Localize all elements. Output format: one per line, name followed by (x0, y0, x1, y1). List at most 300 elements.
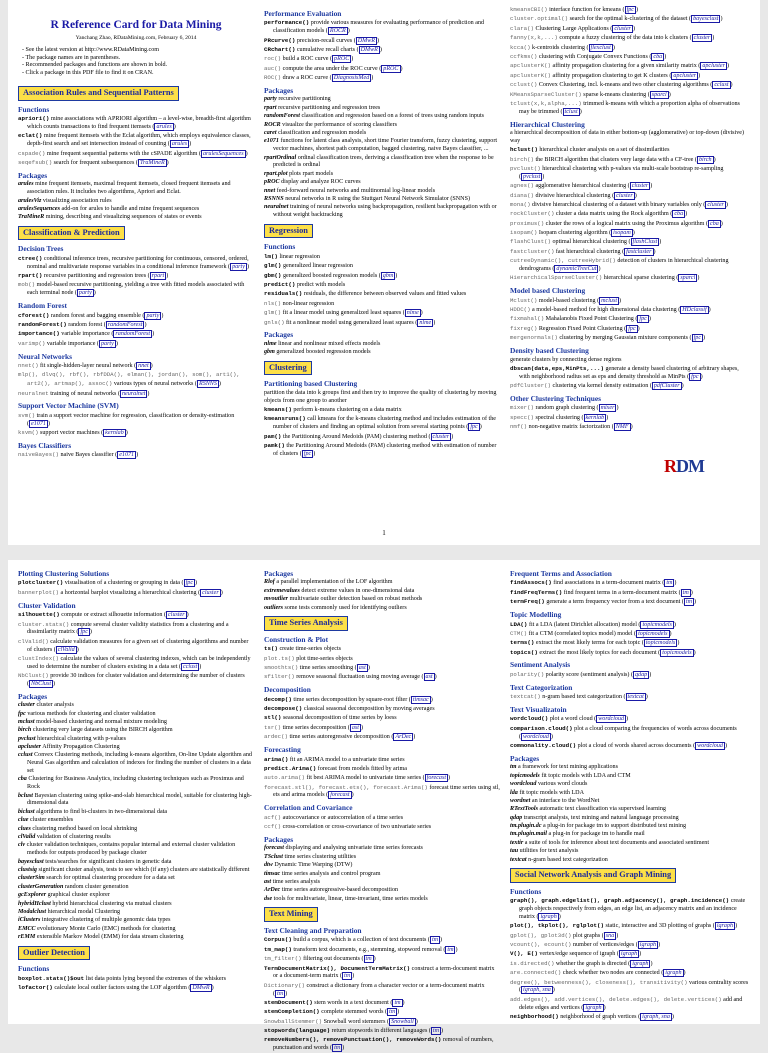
function-entry: findAssocs() find associations in a term-document matrix ( tm ) (510, 579, 677, 587)
package-name[interactable]: rEMM (18, 934, 36, 941)
function-name[interactable]: kmeansCBI() (510, 6, 548, 13)
package-link[interactable]: tm (344, 973, 351, 980)
function-name[interactable]: nmf() (510, 423, 528, 431)
package-link[interactable]: fpc (628, 325, 636, 332)
package-name[interactable]: apcluster (18, 744, 42, 751)
package-name[interactable]: topicmodels (510, 772, 540, 779)
function-name[interactable]: sfilter() (264, 673, 295, 681)
package-name[interactable]: textir (510, 839, 524, 846)
function-name[interactable]: naiveBayes() (18, 451, 59, 459)
package-name[interactable]: party (264, 96, 277, 103)
package-name[interactable]: TraMineR (18, 214, 45, 221)
function-name[interactable]: arima() (264, 755, 289, 763)
function-name[interactable]: stemDocument() (264, 998, 313, 1006)
function-name[interactable]: NbClust() (18, 672, 49, 680)
function-name[interactable]: auto.arima() (264, 774, 305, 782)
function-name[interactable]: cluster.optimal() (510, 15, 569, 23)
function-name[interactable]: fastcluster() (510, 247, 555, 255)
function-name[interactable]: nnet() (18, 361, 39, 369)
function-name[interactable]: polarity() (510, 670, 545, 678)
function-name[interactable]: mona() (510, 200, 531, 208)
package-link[interactable]: fpc (693, 335, 702, 342)
function-name[interactable]: diana() (510, 191, 534, 199)
package-link[interactable]: pdfCluster (653, 383, 680, 390)
function-name[interactable]: silhouette() (18, 611, 60, 619)
function-name[interactable]: rockCluster() (510, 210, 555, 218)
package-link[interactable]: flashClust (632, 239, 658, 246)
function-name[interactable]: nls() (264, 299, 282, 307)
package-link[interactable]: cba (674, 211, 684, 218)
function-name[interactable]: mixer() (510, 404, 534, 412)
function-name[interactable]: mergenormals() (510, 334, 558, 342)
package-link[interactable]: topicmodels (638, 630, 668, 637)
function-name[interactable]: KMeansSparseCluster() (510, 90, 582, 98)
package-link[interactable]: mclust (601, 297, 618, 304)
package-link[interactable]: fpc (185, 580, 194, 587)
package-link[interactable]: ROCR (329, 28, 346, 35)
function-name[interactable]: Dictionary() (264, 981, 305, 989)
package-link[interactable]: cclust (714, 82, 729, 89)
function-name[interactable]: TermDocumentMatrix(), DocumentTermMatrix() (264, 964, 411, 972)
package-link[interactable]: qdap (635, 671, 648, 678)
package-link[interactable]: tm (365, 956, 372, 963)
function-name[interactable]: isopam() (510, 229, 538, 237)
function-name[interactable]: plot(), tkplot(), rglplot() (510, 922, 604, 930)
package-link[interactable]: pROC (383, 65, 399, 72)
package-link[interactable]: nnet (138, 362, 149, 369)
function-name[interactable]: CRchart() (264, 46, 296, 54)
package-link[interactable]: nlme (419, 319, 432, 326)
package-link[interactable]: cluster (616, 192, 633, 199)
package-name[interactable]: caret (264, 130, 277, 137)
package-link[interactable]: fpc (80, 629, 88, 636)
function-name[interactable]: add.edges(), add.vertices(), delete.edges(), delete.vertices() (510, 995, 722, 1003)
package-name[interactable]: clValid (18, 834, 36, 841)
package-link[interactable]: fpc (691, 373, 699, 380)
package-link[interactable]: tm (682, 589, 689, 596)
package-name[interactable]: tm.plugin.dc (510, 823, 542, 830)
function-name[interactable]: clValid() (18, 637, 49, 645)
package-link[interactable]: clValid (57, 646, 75, 653)
function-name[interactable]: removeNumbers(), removePunctuation(), removeWords() (264, 1036, 442, 1044)
function-name[interactable]: CTM() (510, 629, 528, 637)
package-link[interactable]: fpc (639, 316, 647, 323)
package-link[interactable]: tm (334, 1045, 341, 1052)
package-name[interactable]: clusterSim (18, 875, 45, 882)
package-link[interactable]: e1071 (119, 452, 135, 459)
package-link[interactable]: DMwR (357, 37, 375, 44)
package-name[interactable]: RTextTools (510, 806, 538, 813)
function-name[interactable]: boxplot.stats()$out (18, 974, 85, 982)
package-name[interactable]: e1071 (264, 138, 279, 145)
package-name[interactable]: tm (510, 764, 517, 771)
package-link[interactable]: wordcloud (697, 743, 723, 750)
package-link[interactable]: tm (431, 937, 439, 944)
package-name[interactable]: neuralnet (264, 204, 289, 211)
function-name[interactable]: eclat() (18, 132, 43, 140)
function-name[interactable]: gnls() (264, 318, 285, 326)
package-link[interactable]: ast (351, 724, 359, 731)
package-name[interactable]: gbm (264, 349, 275, 356)
package-name[interactable]: fpc (18, 710, 26, 717)
function-name[interactable]: predict.Arima() (264, 764, 317, 772)
function-name[interactable]: fixreg() (510, 324, 538, 332)
package-name[interactable]: clv (18, 842, 26, 849)
package-link[interactable]: fastcluster (626, 248, 652, 255)
package-link[interactable]: apcluster (702, 63, 725, 70)
package-name[interactable]: EMCC (18, 925, 36, 932)
function-name[interactable]: cutreeDynamic(), cutreeHybrid() (510, 257, 616, 265)
package-name[interactable]: clues (18, 825, 31, 832)
package-name[interactable]: cclust (18, 752, 33, 759)
package-name[interactable]: dtw (264, 862, 273, 869)
function-name[interactable]: apclusterK() (510, 71, 551, 79)
package-name[interactable]: Modalclust (18, 908, 47, 915)
function-name[interactable]: tsr() (264, 723, 282, 731)
package-link[interactable]: forecast (330, 792, 350, 799)
function-name[interactable]: kmeansruns() (264, 415, 306, 423)
package-link[interactable]: igraph (716, 923, 734, 930)
function-name[interactable]: auc() (264, 64, 282, 72)
function-name[interactable]: Mclust() (510, 296, 538, 304)
function-name[interactable]: SnowballStemmer() (264, 1017, 323, 1025)
function-name[interactable]: clustIndex() (18, 654, 59, 662)
package-name[interactable]: mclust (18, 718, 35, 725)
package-link[interactable]: rpart (151, 273, 165, 280)
package-name[interactable]: ast (264, 878, 272, 885)
package-link[interactable]: tm (447, 946, 454, 953)
package-name[interactable]: wordnet (510, 797, 531, 804)
function-name[interactable]: varimp() (18, 339, 46, 347)
function-name[interactable]: HDDC() (510, 306, 531, 314)
package-name[interactable]: pROC (264, 179, 280, 186)
function-name[interactable]: commonality.cloud() (510, 742, 577, 750)
package-link[interactable]: party (232, 263, 245, 270)
package-link[interactable]: cba (653, 53, 663, 60)
function-name[interactable]: performance() (264, 19, 310, 27)
package-name[interactable]: forecast (264, 845, 284, 852)
package-link[interactable]: tm (277, 990, 284, 997)
function-name[interactable]: decompose() (264, 705, 303, 713)
function-name[interactable]: rpart() (18, 272, 43, 280)
package-link[interactable]: topicmodels (645, 640, 676, 647)
function-name[interactable]: svm() (18, 411, 36, 419)
package-name[interactable]: outliers (264, 604, 283, 611)
package-link[interactable]: cluster (693, 35, 711, 42)
package-name[interactable]: Rlof (264, 579, 275, 586)
package-link[interactable]: igraph (639, 942, 657, 948)
package-link[interactable]: arules (156, 124, 172, 131)
package-link[interactable]: topicmodels (642, 621, 672, 628)
package-link[interactable]: textcat (627, 694, 644, 701)
package-name[interactable]: clusterGeneration (18, 883, 64, 890)
function-name[interactable]: roc() (264, 55, 282, 63)
function-name[interactable]: pam() (264, 432, 282, 440)
function-name[interactable]: decomp() (264, 695, 292, 703)
function-name[interactable]: degree(), betweenness(), closeness(), transitivity() (510, 978, 688, 986)
function-name[interactable]: apriori() (18, 115, 50, 123)
package-link[interactable]: arules (171, 141, 188, 148)
function-name[interactable]: apclusterK() (510, 62, 551, 70)
function-name[interactable]: terms() (510, 639, 535, 647)
package-name[interactable]: wordcloud (510, 781, 537, 788)
package-link[interactable]: forecast (426, 775, 447, 782)
package-name[interactable]: arulesViz (18, 197, 42, 204)
package-link[interactable]: tm (666, 580, 673, 587)
package-link[interactable]: dynamicTreeCut (556, 266, 597, 273)
package-link[interactable]: NMF (615, 424, 629, 431)
function-name[interactable]: Corpus() (264, 936, 292, 944)
package-link[interactable]: party (100, 340, 114, 347)
package-link[interactable]: neuralnet (121, 390, 146, 397)
function-name[interactable]: seqefsub() (18, 159, 53, 167)
function-name[interactable]: mob() (18, 281, 36, 289)
package-link[interactable]: fpc (303, 450, 312, 457)
function-name[interactable]: pdfCluster() (510, 382, 551, 390)
package-name[interactable]: ROCR (264, 121, 281, 128)
function-name[interactable]: proximus() (510, 219, 545, 227)
package-name[interactable]: iClusters (18, 917, 41, 924)
function-name[interactable]: gbm() (264, 271, 282, 279)
package-link[interactable]: cluster (631, 183, 649, 190)
function-name[interactable]: neighborhood() (510, 1012, 559, 1020)
package-name[interactable]: rpart.plot (264, 170, 288, 177)
package-link[interactable]: cba (709, 220, 719, 227)
function-name[interactable]: ctree() (18, 254, 43, 262)
function-name[interactable]: ccfkms() (510, 52, 538, 60)
function-name[interactable]: fanny(x,k,...) (510, 34, 558, 42)
package-name[interactable]: arulesSequences (18, 205, 60, 212)
package-link[interactable]: randomForest (115, 331, 151, 338)
package-name[interactable]: arules (18, 181, 34, 188)
function-name[interactable]: smoothts() (264, 664, 299, 672)
package-link[interactable]: Snowball (391, 1018, 414, 1025)
function-name[interactable]: ksvm() (18, 429, 39, 436)
function-name[interactable]: randomForest() (18, 320, 67, 328)
package-link[interactable]: RSNNS (198, 381, 217, 388)
package-link[interactable]: tm (685, 599, 692, 606)
function-name[interactable]: stl() (264, 714, 282, 722)
package-name[interactable]: RSNNS (264, 195, 284, 202)
package-link[interactable]: tm (389, 1009, 396, 1016)
package-name[interactable]: timsac (264, 870, 281, 877)
package-name[interactable]: hybridHclust (18, 900, 51, 907)
package-name[interactable]: clue (18, 817, 29, 824)
function-name[interactable]: ROC() (264, 74, 282, 82)
function-name[interactable]: comparison.cloud() (510, 724, 573, 732)
function-name[interactable]: cluster.stats() (18, 620, 70, 628)
function-name[interactable]: bannerplot() (18, 588, 59, 596)
function-name[interactable]: dbscan(data,eps,MinPts,...) (510, 364, 604, 372)
function-name[interactable]: birch() (510, 155, 534, 163)
function-name[interactable]: LDA() (510, 620, 528, 628)
function-name[interactable]: fixmahal() (510, 315, 545, 323)
package-name[interactable]: randomForest (264, 113, 300, 120)
package-link[interactable]: igraph, sna (642, 1013, 670, 1020)
function-name[interactable]: lm() (264, 252, 278, 260)
package-link[interactable]: ast (358, 665, 366, 672)
package-link[interactable]: wordcloud (598, 716, 625, 723)
function-name[interactable]: V(), E() (510, 950, 538, 958)
function-name[interactable]: plotcluster() (18, 579, 64, 587)
package-link[interactable]: DMwR (360, 47, 378, 54)
package-name[interactable]: rpart (264, 104, 277, 111)
package-link[interactable]: party (146, 312, 160, 319)
function-name[interactable]: tm_filter() (264, 955, 302, 963)
package-link[interactable]: tm (394, 999, 401, 1006)
package-link[interactable]: igraph (632, 960, 649, 967)
package-link[interactable]: flexclust (590, 44, 611, 51)
package-link[interactable]: fpc (626, 7, 635, 13)
function-name[interactable]: findAssocs() (510, 579, 552, 587)
package-link[interactable]: pROC (334, 56, 350, 63)
function-name[interactable]: kmeans() (264, 405, 292, 413)
package-link[interactable]: HDclassif (682, 307, 707, 314)
package-link[interactable]: kernlab (585, 414, 605, 421)
package-name[interactable]: ArDec (264, 887, 281, 894)
function-name[interactable]: termFreq() (510, 598, 545, 606)
function-name[interactable]: ardec() (264, 733, 288, 741)
package-name[interactable]: tau (510, 848, 519, 855)
package-link[interactable]: cluster (432, 433, 450, 440)
function-name[interactable]: stemCompletion() (264, 1008, 320, 1016)
package-link[interactable]: birch (698, 156, 712, 163)
package-name[interactable]: birch (18, 727, 32, 734)
package-link[interactable]: gbm (382, 272, 394, 279)
function-name[interactable]: cforest() (18, 311, 50, 319)
package-name[interactable]: biclust (18, 808, 35, 815)
function-name[interactable]: glm() (264, 309, 282, 317)
package-link[interactable]: isopam (613, 230, 631, 237)
function-name[interactable]: HierarchicalSparseCluster() (510, 274, 603, 282)
package-link[interactable]: cluster (614, 25, 631, 32)
package-name[interactable]: bayesclust (18, 858, 44, 865)
function-name[interactable]: wordcloud() (510, 715, 549, 723)
function-name[interactable]: forecast.stl(), forecast.ets(), forecast.Arima() (264, 783, 428, 791)
function-name[interactable]: lofactor() (18, 984, 53, 992)
function-name[interactable]: acf() (264, 813, 282, 821)
package-link[interactable]: tclust (564, 108, 578, 115)
function-name[interactable]: cspade() (18, 149, 46, 157)
package-name[interactable]: nlme (264, 340, 277, 347)
package-name[interactable]: cluster (18, 702, 35, 709)
package-link[interactable]: cluster (202, 589, 219, 596)
package-name[interactable]: tm.plugin.mail (510, 831, 547, 838)
function-name[interactable]: clara() (510, 24, 534, 32)
package-name[interactable]: dse (264, 895, 273, 902)
function-name[interactable]: mlp(), dlvq(), rbf(), rbfDDA(), elman(), jordan(), som(), art1(), art2(), artmap(), assoc() (18, 371, 240, 388)
function-name[interactable]: tm_map() (264, 945, 292, 953)
package-link[interactable]: apcluster (673, 72, 697, 79)
function-name[interactable]: findFreqTerms() (510, 588, 563, 596)
function-name[interactable]: plot.ts() (264, 654, 295, 662)
package-link[interactable]: pvclust (523, 173, 541, 180)
function-name[interactable]: pvclust() (510, 164, 541, 172)
function-name[interactable]: ts() (264, 645, 278, 653)
function-name[interactable]: agnes() (510, 182, 534, 190)
package-link[interactable]: igraph, sna (523, 987, 551, 994)
package-link[interactable]: randomForest (107, 321, 143, 328)
package-name[interactable]: bclust (18, 792, 33, 799)
function-name[interactable]: predict() (264, 280, 296, 288)
package-link[interactable]: tm (432, 1028, 439, 1035)
function-name[interactable]: graph(), graph.edgelist(), graph.adjacency(), graph.incidence() (510, 897, 730, 905)
package-link[interactable]: cluster (707, 201, 724, 208)
package-link[interactable]: ArDec (395, 734, 412, 741)
function-name[interactable]: is.directed() (510, 959, 555, 967)
function-name[interactable]: flashClust() (510, 238, 551, 246)
package-link[interactable]: sna (605, 932, 615, 939)
package-link[interactable]: fpc (470, 424, 478, 431)
package-link[interactable]: DMwR (192, 985, 210, 992)
package-link[interactable]: cclust (183, 663, 198, 670)
function-name[interactable]: specc() (510, 413, 534, 421)
function-name[interactable]: glm() (264, 262, 282, 270)
package-name[interactable]: cba (18, 776, 27, 783)
package-link[interactable]: igraph (540, 913, 557, 920)
package-link[interactable]: ast (425, 674, 433, 681)
package-link[interactable]: timsac (412, 696, 429, 703)
package-name[interactable]: TSclust (264, 853, 283, 860)
package-name[interactable]: lda (510, 789, 518, 796)
function-name[interactable]: neuralnet (18, 389, 49, 397)
package-link[interactable]: kernlab (105, 430, 124, 436)
package-link[interactable]: arulesSequences (202, 150, 244, 157)
package-name[interactable]: extremevalues (264, 587, 300, 594)
function-name[interactable]: stopwords(language) (264, 1027, 331, 1035)
package-name[interactable]: pvclust (18, 735, 36, 742)
package-link[interactable]: sparcl (651, 91, 667, 98)
package-name[interactable]: qdap (510, 814, 523, 821)
function-name[interactable]: gplot(), gplot3d() (510, 931, 572, 939)
function-name[interactable]: pamk() (264, 441, 285, 449)
package-link[interactable]: igraph (620, 951, 638, 958)
package-link[interactable]: TraMineR (139, 160, 165, 167)
package-name[interactable]: nnet (264, 187, 276, 194)
package-link[interactable]: sparcl (680, 275, 696, 282)
package-name[interactable]: gcExplorer (18, 892, 47, 899)
package-link[interactable]: NbClust (31, 680, 52, 687)
function-name[interactable]: PRcurve() (264, 36, 296, 44)
package-link[interactable]: wordcloud (523, 733, 549, 740)
package-link[interactable]: cluster (168, 612, 185, 619)
package-name[interactable]: clustsig (18, 866, 37, 873)
package-link[interactable]: e1071 (31, 420, 46, 427)
function-name[interactable]: kcca() (510, 43, 531, 51)
package-name[interactable]: mvoutlier (264, 596, 289, 603)
package-link[interactable]: topicmodels (662, 649, 692, 656)
function-name[interactable]: vcount(), ecount() (510, 941, 572, 948)
package-link[interactable]: nlme (406, 310, 419, 317)
package-link[interactable]: bayesclust (693, 16, 719, 23)
package-name[interactable]: rpartOrdinal (264, 154, 297, 161)
function-name[interactable]: ccf() (264, 823, 282, 831)
package-link[interactable]: igraph (665, 970, 682, 977)
package-link[interactable]: mixer (600, 405, 615, 412)
package-link[interactable]: party (78, 290, 92, 297)
function-name[interactable]: importance() (18, 330, 60, 338)
function-name[interactable]: residuals() (264, 290, 303, 298)
function-name[interactable]: tclust(x,k,alpha,...) (510, 99, 582, 107)
function-name[interactable]: are.connected() (510, 969, 562, 977)
function-name[interactable]: topics() (510, 648, 538, 656)
function-name[interactable]: cclust() (510, 81, 538, 89)
package-link[interactable]: igraph (585, 1004, 602, 1011)
package-name[interactable]: textcat (510, 856, 527, 863)
package-link[interactable]: DiagnosisMed (333, 75, 370, 82)
function-name[interactable]: hclust() (510, 146, 538, 154)
function-name[interactable]: textcat() (510, 693, 541, 701)
